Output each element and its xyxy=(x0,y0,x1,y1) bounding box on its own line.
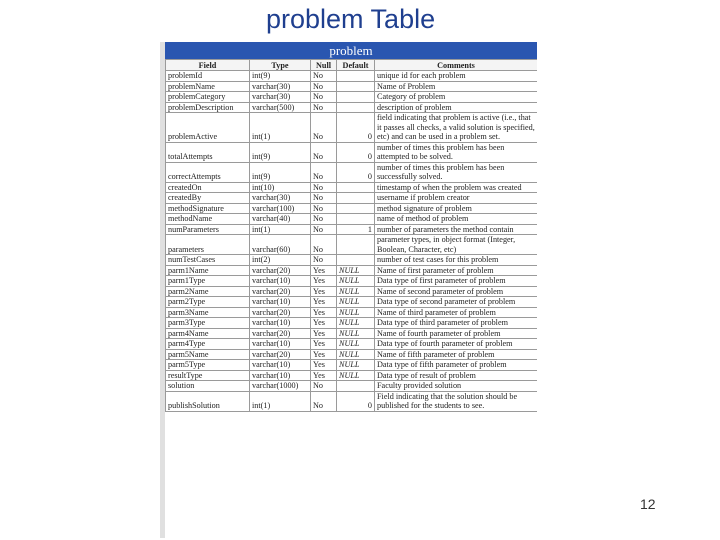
field-cell: numTestCases xyxy=(166,255,250,266)
field-cell: problemName xyxy=(166,81,250,92)
type-cell: varchar(10) xyxy=(250,276,311,287)
table-row xyxy=(166,203,538,214)
problem-table xyxy=(165,59,537,412)
null-cell: No xyxy=(311,214,337,225)
default-cell: NULL xyxy=(337,370,375,381)
null-cell: No xyxy=(311,102,337,113)
default-cell: NULL xyxy=(337,328,375,339)
type-cell: varchar(30) xyxy=(250,193,311,204)
table-row xyxy=(166,214,538,225)
field-cell: problemCategory xyxy=(166,92,250,103)
null-cell: No xyxy=(311,381,337,392)
default-cell: NULL xyxy=(337,339,375,350)
field-cell: solution xyxy=(166,381,250,392)
type-cell: varchar(10) xyxy=(250,297,311,308)
table-row xyxy=(166,255,538,266)
type-cell: varchar(500) xyxy=(250,102,311,113)
null-cell: Yes xyxy=(311,265,337,276)
comment-cell: Field indicating that the solution should be published for the students to see. xyxy=(375,391,538,411)
comment-cell: Data type of result of problem xyxy=(375,370,538,381)
field-cell: problemActive xyxy=(166,113,250,143)
default-cell xyxy=(337,214,375,225)
field-cell: parm3Name xyxy=(166,307,250,318)
field-cell: publishSolution xyxy=(166,391,250,411)
default-cell: NULL xyxy=(337,286,375,297)
problem-table-image xyxy=(165,42,537,538)
null-cell: Yes xyxy=(311,297,337,308)
null-cell: No xyxy=(311,224,337,235)
null-cell: No xyxy=(311,81,337,92)
comment-cell: Data type of third parameter of problem xyxy=(375,318,538,329)
comment-cell: method signature of problem xyxy=(375,203,538,214)
table-row xyxy=(166,297,538,308)
default-cell xyxy=(337,203,375,214)
null-cell: Yes xyxy=(311,339,337,350)
default-cell xyxy=(337,92,375,103)
null-cell: No xyxy=(311,162,337,182)
table-header-row xyxy=(166,60,538,71)
default-cell xyxy=(337,235,375,255)
default-cell: NULL xyxy=(337,318,375,329)
comment-cell: field indicating that problem is active (i.e., that it passes all checks, a valid solution is specified, etc) and can be used in a problem set. xyxy=(375,113,538,143)
field-cell: totalAttempts xyxy=(166,142,250,162)
table-row xyxy=(166,328,538,339)
column-header: Null xyxy=(311,60,337,71)
type-cell: varchar(10) xyxy=(250,360,311,371)
page-number: 12 xyxy=(640,496,656,512)
comment-cell: Category of problem xyxy=(375,92,538,103)
default-cell xyxy=(337,81,375,92)
field-cell: parm2Type xyxy=(166,297,250,308)
type-cell: varchar(20) xyxy=(250,286,311,297)
table-row xyxy=(166,81,538,92)
default-cell xyxy=(337,193,375,204)
default-cell xyxy=(337,102,375,113)
null-cell: No xyxy=(311,203,337,214)
default-cell: NULL xyxy=(337,307,375,318)
field-cell: parm2Name xyxy=(166,286,250,297)
field-cell: createdOn xyxy=(166,182,250,193)
field-cell: parameters xyxy=(166,235,250,255)
type-cell: varchar(20) xyxy=(250,349,311,360)
type-cell: varchar(20) xyxy=(250,328,311,339)
comment-cell: unique id for each problem xyxy=(375,71,538,82)
null-cell: No xyxy=(311,193,337,204)
null-cell: Yes xyxy=(311,276,337,287)
field-cell: parm3Type xyxy=(166,318,250,329)
null-cell: No xyxy=(311,255,337,266)
field-cell: parm4Name xyxy=(166,328,250,339)
table-row xyxy=(166,142,538,162)
table-row xyxy=(166,235,538,255)
comment-cell: Name of third parameter of problem xyxy=(375,307,538,318)
type-cell: int(9) xyxy=(250,142,311,162)
default-cell: NULL xyxy=(337,297,375,308)
table-row xyxy=(166,349,538,360)
table-row xyxy=(166,391,538,411)
comment-cell: number of times this problem has been attempted to be solved. xyxy=(375,142,538,162)
null-cell: Yes xyxy=(311,349,337,360)
type-cell: int(10) xyxy=(250,182,311,193)
null-cell: No xyxy=(311,71,337,82)
comment-cell: timestamp of when the problem was created xyxy=(375,182,538,193)
table-row xyxy=(166,71,538,82)
field-cell: parm5Name xyxy=(166,349,250,360)
comment-cell: Name of Problem xyxy=(375,81,538,92)
null-cell: No xyxy=(311,142,337,162)
default-cell: 1 xyxy=(337,224,375,235)
null-cell: No xyxy=(311,182,337,193)
type-cell: varchar(20) xyxy=(250,265,311,276)
type-cell: int(2) xyxy=(250,255,311,266)
field-cell: parm5Type xyxy=(166,360,250,371)
table-row xyxy=(166,307,538,318)
default-cell: 0 xyxy=(337,113,375,143)
comment-cell: Name of second parameter of problem xyxy=(375,286,538,297)
comment-cell: number of times this problem has been successfully solved. xyxy=(375,162,538,182)
type-cell: varchar(10) xyxy=(250,318,311,329)
type-cell: int(9) xyxy=(250,162,311,182)
column-header: Default xyxy=(337,60,375,71)
field-cell: methodName xyxy=(166,214,250,225)
field-cell: correctAttempts xyxy=(166,162,250,182)
field-cell: methodSignature xyxy=(166,203,250,214)
null-cell: Yes xyxy=(311,370,337,381)
default-cell: 0 xyxy=(337,391,375,411)
field-cell: numParameters xyxy=(166,224,250,235)
null-cell: Yes xyxy=(311,318,337,329)
type-cell: varchar(100) xyxy=(250,203,311,214)
field-cell: problemDescription xyxy=(166,102,250,113)
default-cell: NULL xyxy=(337,360,375,371)
table-row xyxy=(166,182,538,193)
comment-cell: username if problem creator xyxy=(375,193,538,204)
type-cell: varchar(10) xyxy=(250,370,311,381)
column-header: Field xyxy=(166,60,250,71)
null-cell: Yes xyxy=(311,328,337,339)
default-cell xyxy=(337,182,375,193)
null-cell: No xyxy=(311,92,337,103)
table-row xyxy=(166,162,538,182)
comment-cell: number of parameters the method contain xyxy=(375,224,538,235)
type-cell: varchar(40) xyxy=(250,214,311,225)
comment-cell: parameter types, in object format (Integer, Boolean, Character, etc) xyxy=(375,235,538,255)
field-cell: parm1Name xyxy=(166,265,250,276)
null-cell: Yes xyxy=(311,307,337,318)
table-row xyxy=(166,339,538,350)
null-cell: Yes xyxy=(311,286,337,297)
null-cell: No xyxy=(311,235,337,255)
table-row xyxy=(166,370,538,381)
table-row xyxy=(166,102,538,113)
null-cell: No xyxy=(311,391,337,411)
null-cell: No xyxy=(311,113,337,143)
default-cell: 0 xyxy=(337,142,375,162)
field-cell: parm1Type xyxy=(166,276,250,287)
table-row xyxy=(166,224,538,235)
field-cell: resultType xyxy=(166,370,250,381)
null-cell: Yes xyxy=(311,360,337,371)
type-cell: int(9) xyxy=(250,71,311,82)
default-cell: NULL xyxy=(337,276,375,287)
default-cell xyxy=(337,381,375,392)
slide-title: problem Table xyxy=(266,4,436,34)
table-row xyxy=(166,92,538,103)
comment-cell: Name of fifth parameter of problem xyxy=(375,349,538,360)
table-row xyxy=(166,318,538,329)
default-cell xyxy=(337,71,375,82)
comment-cell: Data type of fourth parameter of problem xyxy=(375,339,538,350)
type-cell: varchar(20) xyxy=(250,307,311,318)
default-cell: NULL xyxy=(337,349,375,360)
comment-cell: Data type of second parameter of problem xyxy=(375,297,538,308)
type-cell: varchar(60) xyxy=(250,235,311,255)
comment-cell: name of method of problem xyxy=(375,214,538,225)
field-cell: problemId xyxy=(166,71,250,82)
column-header: Type xyxy=(250,60,311,71)
field-cell: createdBy xyxy=(166,193,250,204)
table-row xyxy=(166,381,538,392)
column-header: Comments xyxy=(375,60,538,71)
default-cell: NULL xyxy=(337,265,375,276)
table-row xyxy=(166,113,538,143)
comment-cell: Name of first parameter of problem xyxy=(375,265,538,276)
comment-cell: Name of fourth parameter of problem xyxy=(375,328,538,339)
comment-cell: description of problem xyxy=(375,102,538,113)
type-cell: varchar(10) xyxy=(250,339,311,350)
comment-cell: number of test cases for this problem xyxy=(375,255,538,266)
field-cell: parm4Type xyxy=(166,339,250,350)
comment-cell: Data type of fifth parameter of problem xyxy=(375,360,538,371)
table-row xyxy=(166,193,538,204)
table-row xyxy=(166,286,538,297)
type-cell: varchar(30) xyxy=(250,92,311,103)
default-cell: 0 xyxy=(337,162,375,182)
type-cell: varchar(30) xyxy=(250,81,311,92)
table-row xyxy=(166,265,538,276)
table-row xyxy=(166,360,538,371)
comment-cell: Faculty provided solution xyxy=(375,381,538,392)
type-cell: int(1) xyxy=(250,224,311,235)
comment-cell: Data type of first parameter of problem xyxy=(375,276,538,287)
default-cell xyxy=(337,255,375,266)
table-name-banner: problem xyxy=(165,42,537,59)
table-row xyxy=(166,276,538,287)
type-cell: int(1) xyxy=(250,113,311,143)
type-cell: int(1) xyxy=(250,391,311,411)
type-cell: varchar(1000) xyxy=(250,381,311,392)
